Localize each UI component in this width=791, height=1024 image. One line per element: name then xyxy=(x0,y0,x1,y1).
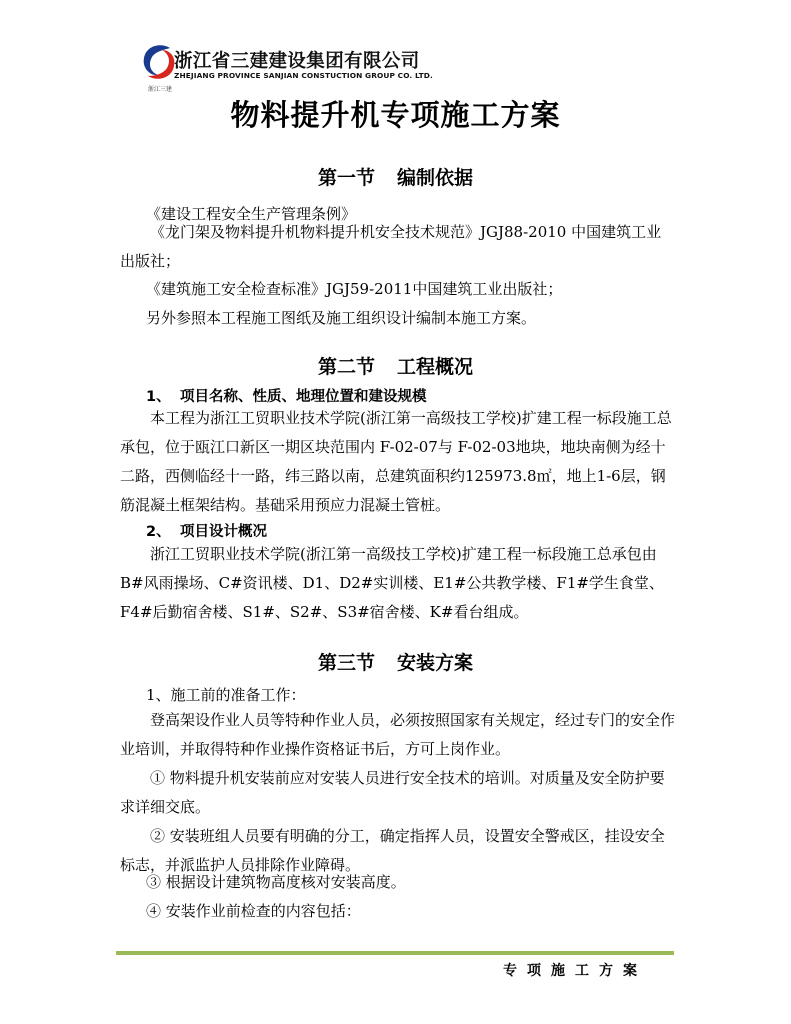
install-item-3: ③ 根据设计建筑物高度核对安装高度。 xyxy=(146,873,406,891)
section-name: 安装方案 xyxy=(397,652,474,674)
subsection-number: 1、 xyxy=(146,389,171,405)
section-title-1 xyxy=(0,163,791,190)
section-name: 编制依据 xyxy=(397,167,474,189)
install-paragraph: 登高架设作业人员等特种作业人员，必须按照国家有关规定，经过专门的安全作业培训，并取得特种作业操作资格证书后，方可上岗作业。 xyxy=(120,711,676,758)
document-title: 物料提升机专项施工方案 xyxy=(230,98,561,132)
section-title-3 xyxy=(0,648,791,675)
section-name: 工程概况 xyxy=(397,356,474,378)
basis-item-4: 另外参照本工程施工图纸及施工组织设计编制本施工方案。 xyxy=(146,309,537,327)
footer-text: 专项施工方案 xyxy=(503,963,647,979)
section-number: 第三节 xyxy=(317,652,375,674)
install-item-2: ② 安装班组人员要有明确的分工，确定指挥人员，设置安全警戒区，挂设安全标志，并派监护人员排除作业障碍。 xyxy=(120,827,665,874)
basis-item-3: 《建筑施工安全检查标准》JGJ59-2011中国建筑工业出版社； xyxy=(146,280,563,298)
basis-item-2: 《龙门架及物料提升机物料提升机安全技术规范》JGJ88-2010 中国建筑工业出版社； xyxy=(120,223,662,270)
section-title-2 xyxy=(0,352,791,379)
subsection-title-2 xyxy=(146,520,267,541)
basis-item-1: 《建设工程安全生产管理条例》 xyxy=(146,205,357,223)
install-prep-heading: 1、施工前的准备工作： xyxy=(146,686,306,704)
section-number: 第二节 xyxy=(317,356,375,378)
subsection-text: 项目名称、性质、地理位置和建设规模 xyxy=(180,389,427,405)
footer-rule xyxy=(116,951,674,955)
subsection-text: 项目设计概况 xyxy=(180,524,267,540)
page-header xyxy=(140,40,440,96)
company-logo-icon xyxy=(140,42,178,82)
install-item-4: ④ 安装作业前检查的内容包括： xyxy=(146,902,361,920)
subsection-number: 2、 xyxy=(146,524,171,540)
subsection-title-1 xyxy=(146,385,427,406)
overview-paragraph-1: 本工程为浙江工贸职业技术学院(浙江第一高级技工学校)扩建工程一标段施工总承包，位于瓯江口新区一期区块范围内 F-02-07与 F-02-03地块，地块南侧为经十二路，西侧临经十一路，纬三路以南，总建筑面积约125973.8㎡，地上1-6层，钢筋混凝土框架结构。基础采用预应力混凝土管桩。 xyxy=(120,409,672,514)
company-name-en: ZHEJIANG PROVINCE SANJIAN CONSTUCTION GROUP CO. LTD. xyxy=(174,71,433,80)
logo-subtext: 浙江三建 xyxy=(147,86,172,93)
install-item-1: ① 物料提升机安装前应对安装人员进行安全技术的培训。对质量及安全防护要求详细交底。 xyxy=(120,769,665,816)
section-number: 第一节 xyxy=(317,167,375,189)
overview-paragraph-2: 浙江工贸职业技术学院(浙江第一高级技工学校)扩建工程一标段施工总承包由B#风雨操场、C#资讯楼、D1、D2#实训楼、E1#公共教学楼、F1#学生食堂、F4#后勤宿舍楼、S1#、S2#、S3#宿舍楼、K#看台组成。 xyxy=(120,545,664,621)
company-name-cn: 浙江省三建建设集团有限公司 xyxy=(174,51,420,72)
